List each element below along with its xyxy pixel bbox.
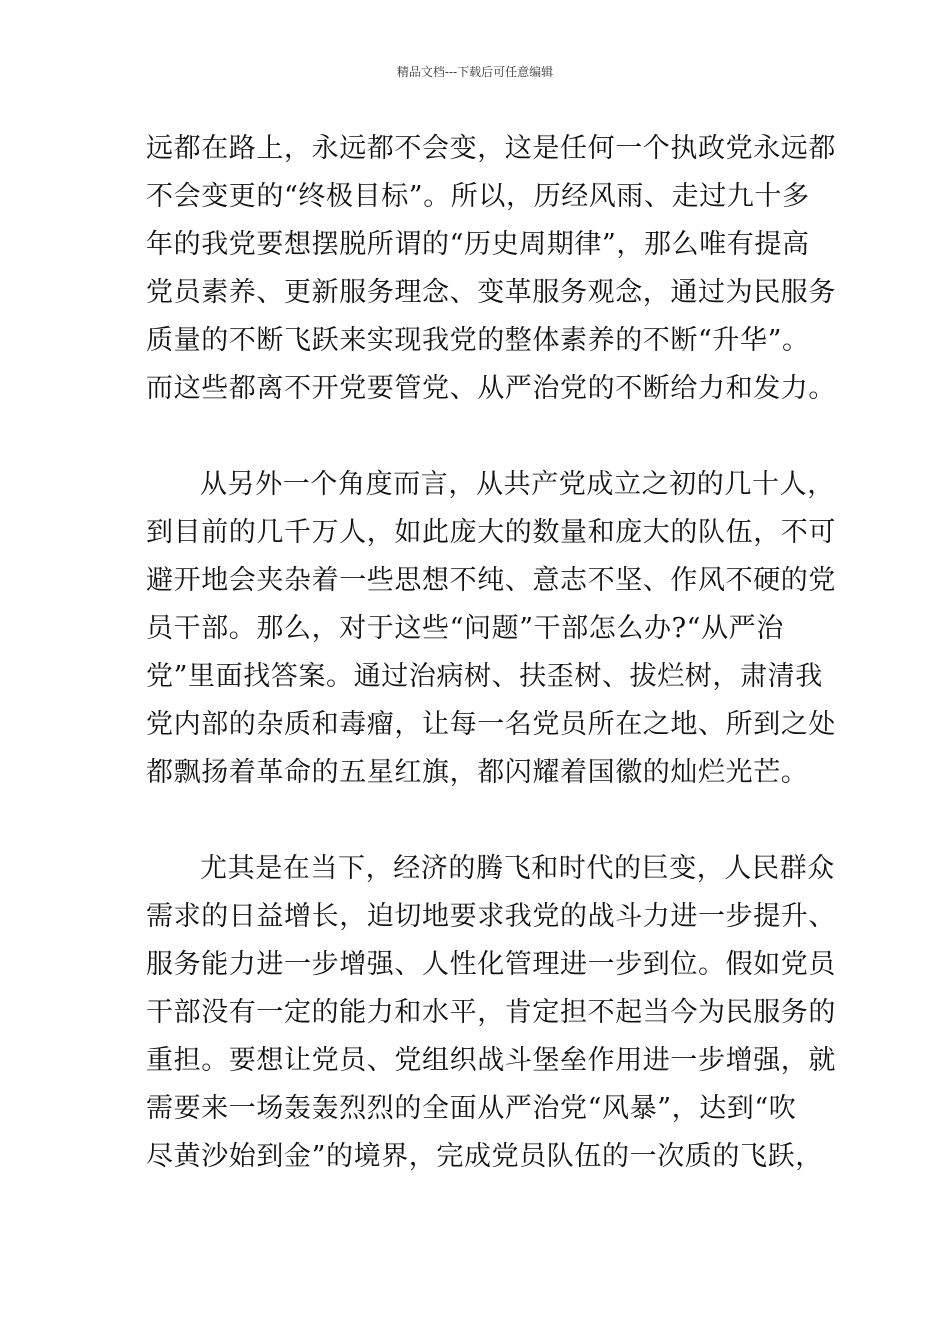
- paragraph-2: [146, 461, 836, 797]
- document-body: [146, 125, 836, 1181]
- text-line: 从另外一个角度而言，从共产党成立之初的几十人，: [200, 469, 835, 500]
- text-line: 不会变更的“终极目标”。所以，历经风雨、走过九十多: [146, 181, 810, 212]
- text-line: 需求的日益增长，迫切地要求我党的战斗力进一步提升、: [146, 901, 836, 932]
- text-line: 而这些都离不开党要管党、从严治党的不断给力和发力。: [146, 373, 836, 404]
- text-line: 都飘扬着革命的五星红旗，都闪耀着国徽的灿烂光芒。: [146, 757, 809, 788]
- text-line: 到目前的几千万人，如此庞大的数量和庞大的队伍，不可: [146, 517, 836, 548]
- page-header: 精品文档---下载后可任意编辑: [396, 65, 554, 79]
- text-line: 党内部的杂质和毒瘤，让每一名党员所在之地、所到之处: [146, 709, 836, 740]
- text-line: 尤其是在当下，经济的腾飞和时代的巨变，人民群众: [200, 853, 835, 884]
- text-line: 党员素养、更新服务理念、变革服务观念，通过为民服务: [146, 277, 836, 308]
- text-line: 党”里面找答案。通过治病树、扶歪树、拔烂树，肃清我: [146, 661, 823, 692]
- text-line: 质量的不断飞跃来实现我党的整体素养的不断“升华”。: [146, 325, 810, 356]
- text-line: 干部没有一定的能力和水平，肯定担不起当今为民服务的: [146, 997, 836, 1028]
- text-line: 服务能力进一步增强、人性化管理进一步到位。假如党员: [146, 949, 836, 980]
- paragraph-1: [146, 125, 836, 413]
- text-line: 员干部。那么，对于这些“问题”干部怎么办?“从严治: [146, 613, 784, 644]
- text-line: 需要来一场轰轰烈烈的全面从严治党“风暴”，达到“吹: [146, 1093, 797, 1124]
- paragraph-3: [146, 845, 836, 1181]
- text-line: 尽黄沙始到金”的境界，完成党员队伍的一次质的飞跃，: [146, 1141, 823, 1172]
- text-line: 年的我党要想摆脱所谓的“历史周期律”，那么唯有提高: [146, 229, 810, 260]
- text-line: 避开地会夹杂着一些思想不纯、意志不坚、作风不硬的党: [146, 565, 836, 596]
- text-line: 重担。要想让党员、党组织战斗堡垒作用进一步增强，就: [146, 1045, 836, 1076]
- text-line: 远都在路上，永远都不会变，这是任何一个执政党永远都: [146, 133, 836, 164]
